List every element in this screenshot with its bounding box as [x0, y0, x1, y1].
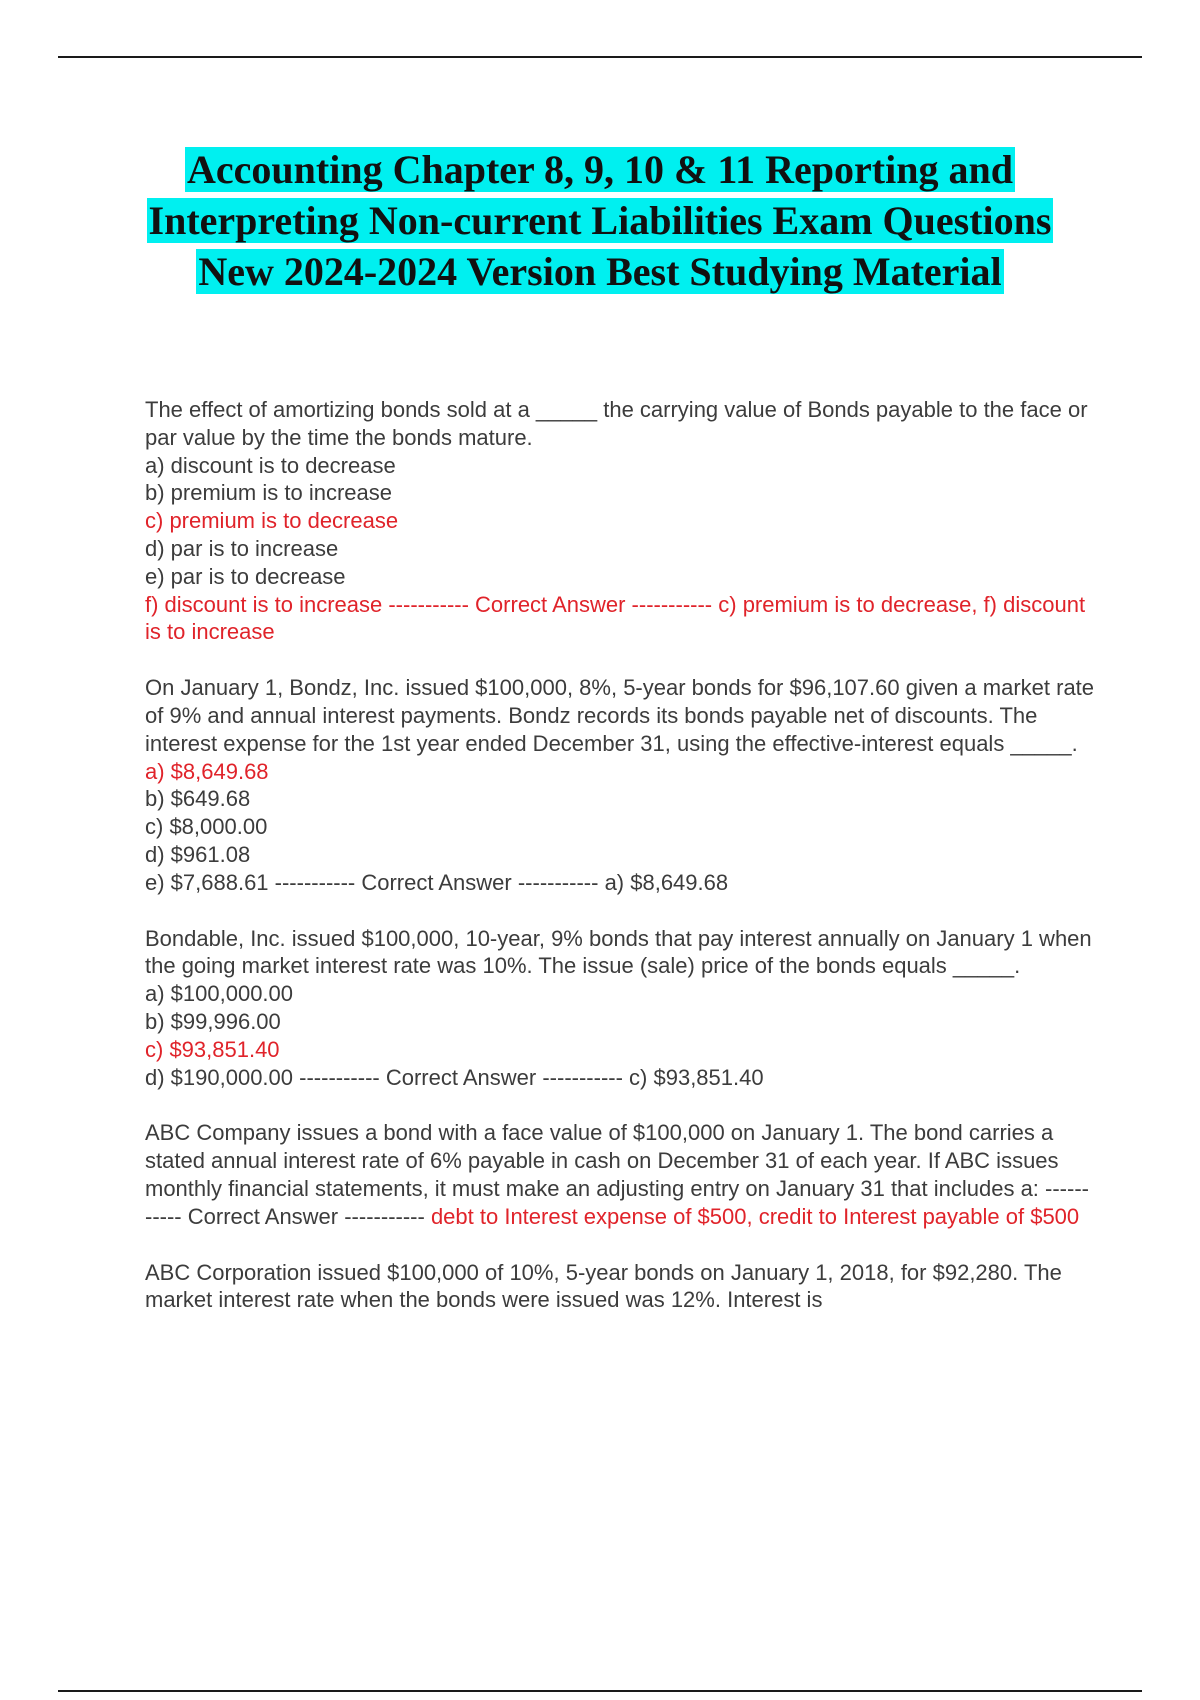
question-stem: ABC Company issues a bond with a face value of $100,000 on January 1. The bond carries a stated annual interest rate of 6% payable in cash on December 31 of each year. If ABC issues monthly financial statements, it must make an adjusting entry on January 31 that includes a:: [145, 1120, 1059, 1201]
document-title: [110, 144, 1090, 297]
document-title-text: Accounting Chapter 8, 9, 10 & 11 Reporting and Interpreting Non-current Liabilities Exam Questions New 2024-2024 Version Best Studying Material: [148, 147, 1052, 294]
option: c) $8,000.00: [145, 814, 268, 840]
question-2: [145, 674, 1095, 896]
correct-answer: c) premium is to decrease, f) discount is to increase: [145, 591, 1086, 645]
question-1: [145, 396, 1095, 646]
option: a) discount is to decrease: [145, 452, 396, 478]
option: d) $190,000.00: [145, 1064, 294, 1090]
question-stem: ABC Corporation issued $100,000 of 10%, 5-year bonds on January 1, 2018, for $92,280. The market interest rate when the bonds were issued was 12%. Interest is: [145, 1259, 1062, 1313]
question-3: [145, 925, 1095, 1092]
question-stem: Bondable, Inc. issued $100,000, 10-year, 9% bonds that pay interest annually on January 1 when the going market interest rate was 10%. The issue (sale) price of the bonds equals _____.: [145, 925, 1092, 979]
correct-answer: a) $8,649.68: [604, 869, 729, 895]
correct-answer-separator: ----------- Correct Answer -----------: [293, 1064, 630, 1090]
option: e) par is to decrease: [145, 563, 346, 589]
option: a) $100,000.00: [145, 981, 294, 1007]
option: e) $7,688.61: [145, 869, 269, 895]
question-4: [145, 1119, 1095, 1230]
correct-answer-separator: ----------- Correct Answer -----------: [268, 869, 605, 895]
header-rule: [58, 56, 1142, 58]
answer-line: [145, 1064, 1095, 1092]
option-correct: c) premium is to decrease: [145, 508, 399, 534]
correct-answer: debt to Interest expense of $500, credit to Interest payable of $500: [430, 1203, 1080, 1229]
correct-answer: c) $93,851.40: [629, 1064, 764, 1090]
question-stem: On January 1, Bondz, Inc. issued $100,000, 8%, 5-year bonds for $96,107.60 given a market rate of 9% and annual interest payments. Bondz records its bonds payable net of discounts. The interest expense for the 1st year ended December 31, using the effective-interest equals _____.: [145, 675, 1095, 756]
question-list: [145, 396, 1095, 1342]
footer-rule: [58, 1690, 1142, 1692]
option-correct: c) $93,851.40: [145, 1036, 280, 1062]
question-5: [145, 1259, 1095, 1315]
option: b) $99,996.00: [145, 1008, 281, 1034]
correct-answer-separator: ----------- Correct Answer -----------: [382, 591, 719, 617]
answer-line: [145, 1119, 1095, 1230]
option: b) $649.68: [145, 786, 251, 812]
option-correct: a) $8,649.68: [145, 758, 269, 784]
option-correct: f) discount is to increase: [145, 591, 383, 617]
option: b) premium is to increase: [145, 480, 392, 506]
correct-answer-separator: ----------- Correct Answer -----------: [145, 1175, 1089, 1229]
option: d) par is to increase: [145, 535, 339, 561]
question-stem: The effect of amortizing bonds sold at a _____ the carrying value of Bonds payable to the face or par value by the time the bonds mature.: [145, 397, 1088, 450]
answer-line: [145, 869, 1095, 897]
answer-line: [145, 591, 1095, 647]
option: d) $961.08: [145, 841, 251, 867]
